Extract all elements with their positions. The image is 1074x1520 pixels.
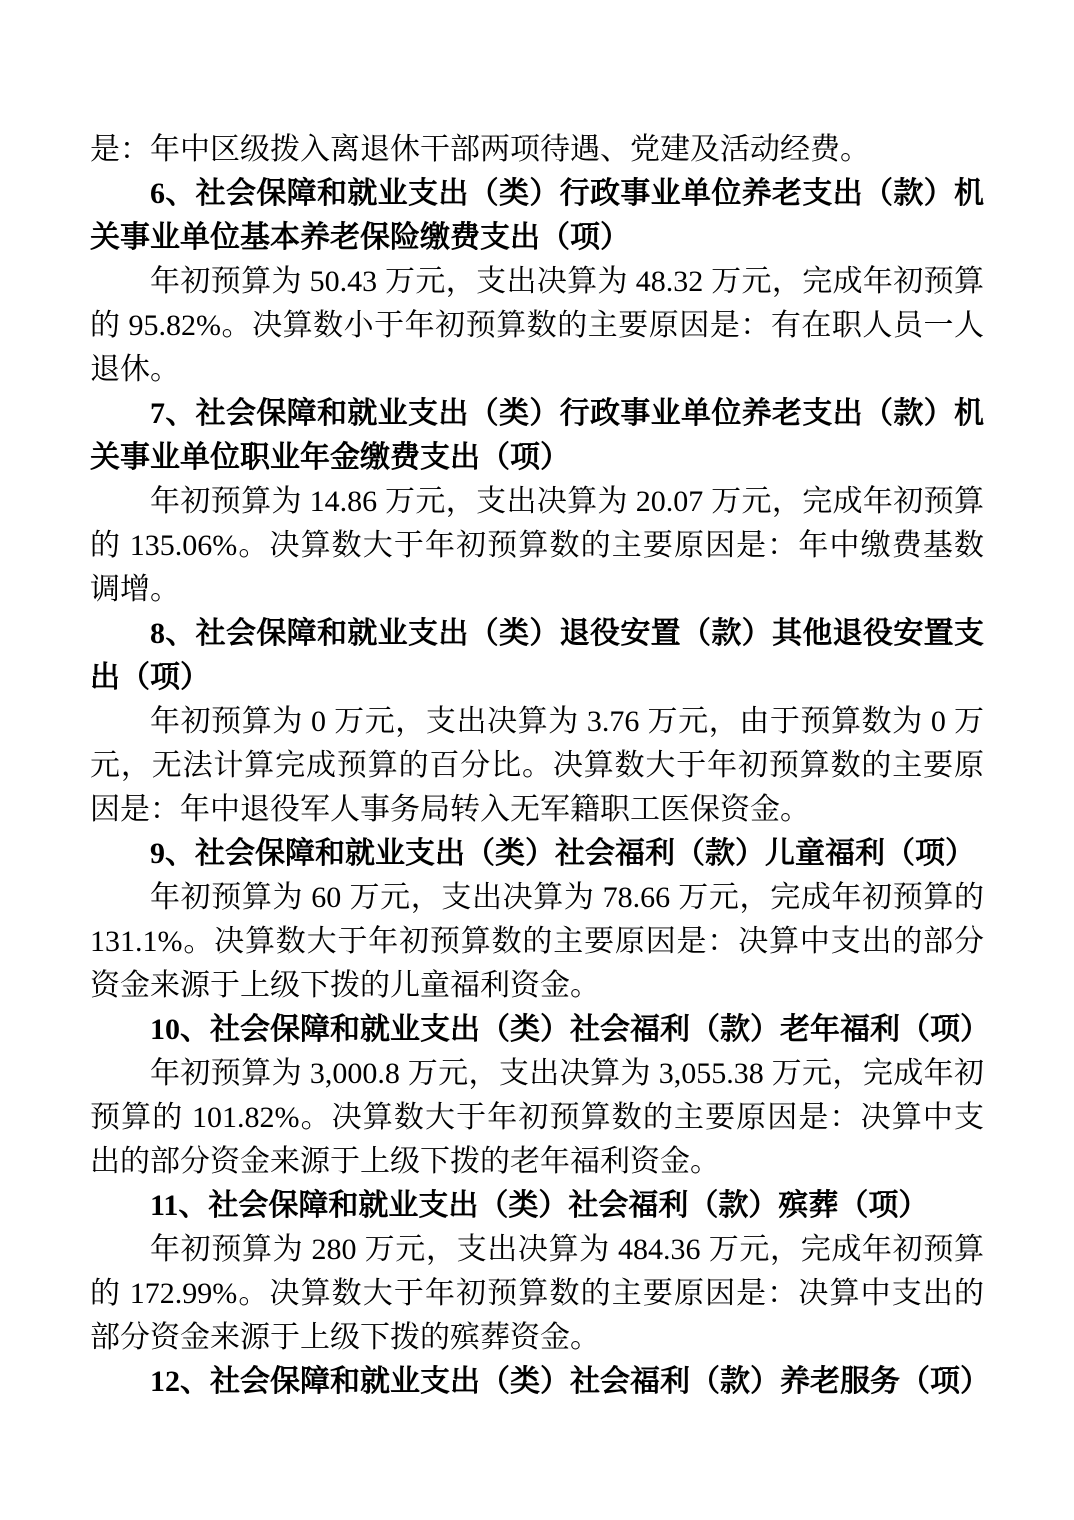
section-7-body: 年初预算为 14.86 万元，支出决算为 20.07 万元，完成年初预算的 135.06%。决算数大于年初预算数的主要原因是：年中缴费基数调增。 xyxy=(90,485,984,606)
section-10-body: 年初预算为 3,000.8 万元，支出决算为 3,055.38 万元，完成年初预算的 101.82%。决算数大于年初预算数的主要原因是：决算中支出的部分资金来源于上级下拨的老年福利资金。 xyxy=(90,1057,984,1178)
carryover-paragraph-tail: 是：年中区级拨入离退休干部两项待遇、党建及活动经费。 xyxy=(90,133,870,166)
section-12-heading: 12、社会保障和就业支出（类）社会福利（款）养老服务（项） xyxy=(150,1365,990,1398)
section-8-body: 年初预算为 0 万元，支出决算为 3.76 万元，由于预算数为 0 万元，无法计算完成预算的百分比。决算数大于年初预算数的主要原因是：年中退役军人事务局转入无军籍职工医保资金。 xyxy=(90,705,984,826)
section-8-heading: 8、社会保障和就业支出（类）退役安置（款）其他退役安置支出（项） xyxy=(90,617,984,694)
section-11-heading: 11、社会保障和就业支出（类）社会福利（款）殡葬（项） xyxy=(150,1189,929,1222)
section-6-body: 年初预算为 50.43 万元，支出决算为 48.32 万元，完成年初预算的 95.82%。决算数小于年初预算数的主要原因是：有在职人员一人退休。 xyxy=(90,265,984,386)
section-10-heading: 10、社会保障和就业支出（类）社会福利（款）老年福利（项） xyxy=(150,1013,990,1046)
document-text-block xyxy=(90,128,990,1404)
section-7-heading: 7、社会保障和就业支出（类）行政事业单位养老支出（款）机关事业单位职业年金缴费支出（项） xyxy=(90,397,984,474)
section-9-heading: 9、社会保障和就业支出（类）社会福利（款）儿童福利（项） xyxy=(150,837,975,870)
section-11-body: 年初预算为 280 万元，支出决算为 484.36 万元，完成年初预算的 172.99%。决算数大于年初预算数的主要原因是：决算中支出的部分资金来源于上级下拨的殡葬资金。 xyxy=(90,1233,984,1354)
section-6-heading: 6、社会保障和就业支出（类）行政事业单位养老支出（款）机关事业单位基本养老保险缴费支出（项） xyxy=(90,177,984,254)
section-9-body: 年初预算为 60 万元，支出决算为 78.66 万元，完成年初预算的 131.1%。决算数大于年初预算数的主要原因是：决算中支出的部分资金来源于上级下拨的儿童福利资金。 xyxy=(90,881,984,1002)
